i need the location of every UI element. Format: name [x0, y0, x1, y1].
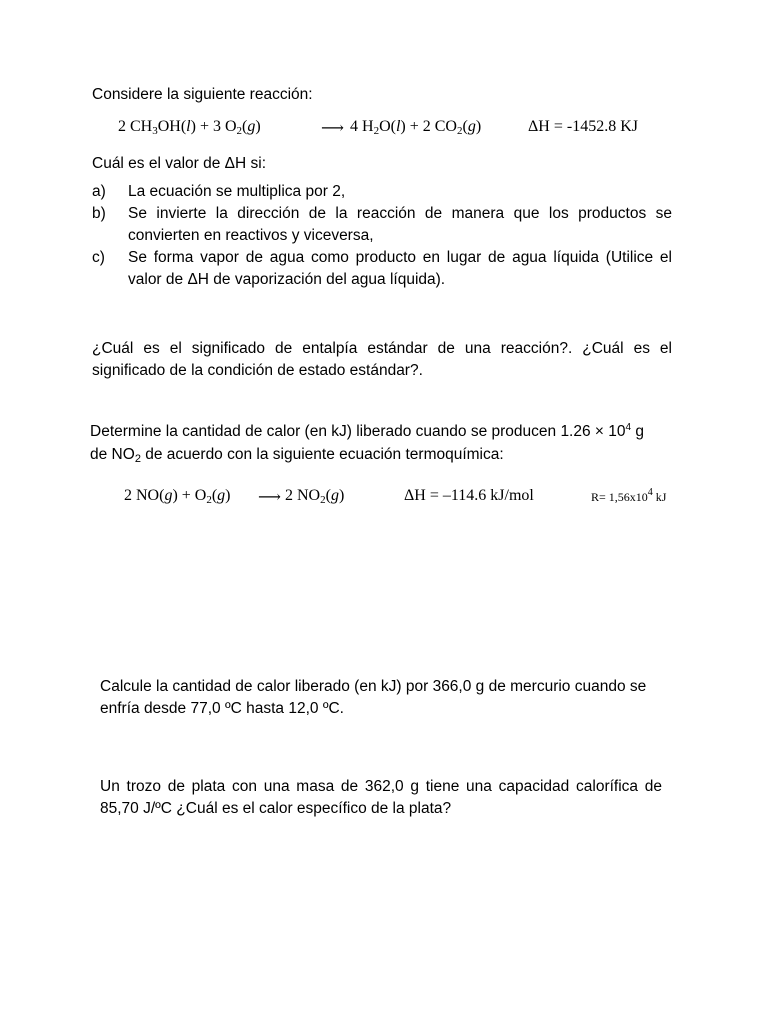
list-item	[92, 203, 672, 247]
list-item	[92, 181, 672, 203]
list-item-label: b)	[92, 205, 106, 222]
problem3-products: 2 $NO_2(g)$	[285, 487, 345, 506]
problem3-equation	[0, 487, 768, 511]
list-item-label: c)	[92, 249, 105, 266]
problem1-options	[92, 181, 672, 291]
problem1-equation	[0, 118, 768, 142]
problem3-answer: $R= 1,56x10^4$ kJ	[591, 487, 667, 504]
problem3-text-line2: de $NO_2$ de acuerdo con la siguiente ecuación termoquímica:	[90, 446, 504, 465]
problem5-text: Un trozo de plata con una masa de 362,0 g tiene una capacidad calorífica de 85,70 J/ºC ¿Cuál es el calor específico de la plata?	[100, 778, 662, 817]
list-item-text: La ecuación se multiplica por 2,	[128, 183, 346, 200]
problem3-enthalpy: ΔH = –114.6 kJ/mol	[404, 487, 534, 504]
list-item-text: Se invierte la dirección de la reacción de manera que los productos se convierten en reactivos y viceversa,	[128, 205, 672, 244]
problem1-enthalpy: ΔH = -1452.8 KJ	[528, 118, 638, 135]
problem2-text: ¿Cuál es el significado de entalpía estándar de una reacción?. ¿Cuál es el significado de la condición de estado estándar?.	[92, 340, 672, 379]
problem1-intro: Considere la siguiente reacción:	[92, 86, 313, 103]
problem1-reactants: 2 $CH_3OH(l) + 3$ $O_2(g)$	[118, 118, 261, 137]
reaction-arrow: ⟶	[258, 489, 281, 506]
problem1-question: Cuál es el valor de ΔH si:	[92, 155, 267, 172]
list-item-text: Se forma vapor de agua como producto en lugar de agua líquida (Utilice el valor de ΔH de vaporización del agua líquida).	[128, 249, 672, 288]
problem4-text: Calcule la cantidad de calor liberado (en kJ) por 366,0 g de mercurio cuando se enfría desde 77,0 ºC hasta 12,0 ºC.	[100, 678, 647, 717]
list-item-label: a)	[92, 183, 106, 200]
reaction-arrow: ⟶	[321, 120, 344, 137]
problem3-text-line1: Determine la cantidad de calor (en kJ) liberado cuando se producen $1.26 \times 10^4$ g	[90, 422, 645, 440]
list-item	[92, 247, 672, 291]
problem1-products: 4 $H_2O(l) + 2$ $CO_2(g)$	[350, 118, 482, 137]
problem3-reactants: 2 $NO(g) + O_2(g)$	[124, 487, 231, 506]
